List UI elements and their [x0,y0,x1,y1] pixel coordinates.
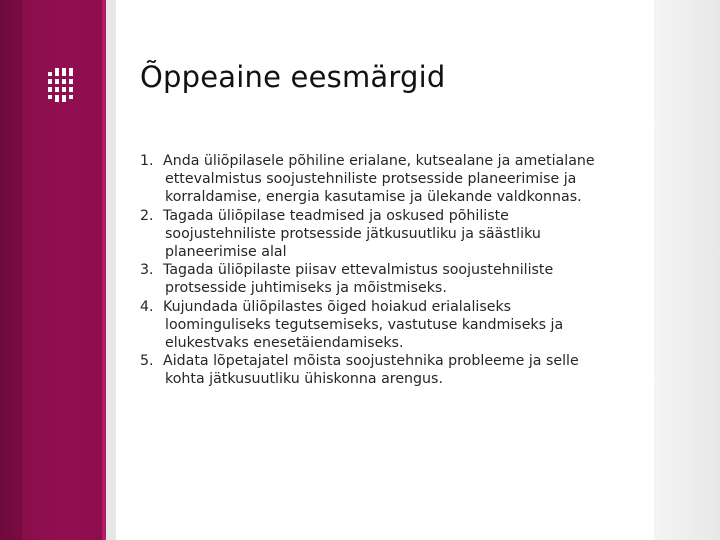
goal-text: Kujundada üliõpilastes õiged hoiakud erialaliseks loominguliseks tegutsemiseks, vastutuse kandmiseks ja elukestvaks enesetäiendamiseks. [163,298,564,352]
goal-number: 5. [140,353,154,370]
goal-item-2 [140,207,620,262]
university-logo-icon [48,68,74,104]
left-accent-stripe [0,0,22,540]
goal-text: Anda üliõpilasele põhiline erialane, kutsealane ja ametialane ettevalmistus soojustehniliste protsesside planeerimise ja korraldamise, energia kasutamise ja ülekande valdkonnas. [163,153,595,206]
goal-number: 3. [140,262,154,279]
goal-number: 1. [140,153,154,169]
sidebar-gap [106,0,116,540]
goal-number: 2. [140,207,154,224]
goal-number: 4. [140,298,154,315]
goal-text: Aidata lõpetajatel mõista soojustehnika probleeme ja selle kohta jätkusuutliku ühiskonna arengus. [163,353,579,388]
slide-title: Õppeaine eesmärgid [140,60,446,94]
goal-item-3 [140,261,620,297]
goals-list [140,152,620,389]
goal-item-4 [140,298,620,353]
goal-item-1 [140,152,620,207]
goal-text: Tagada üliõpilaste piisav ettevalmistus soojustehniliste protsesside juhtimiseks ja mõistmiseks. [163,262,554,297]
goal-text: Tagada üliõpilase teadmised ja oskused põhiliste soojustehniliste protsesside jätkusuutliku ja säästliku planeerimise alal [163,207,541,261]
goal-item-5 [140,352,620,388]
